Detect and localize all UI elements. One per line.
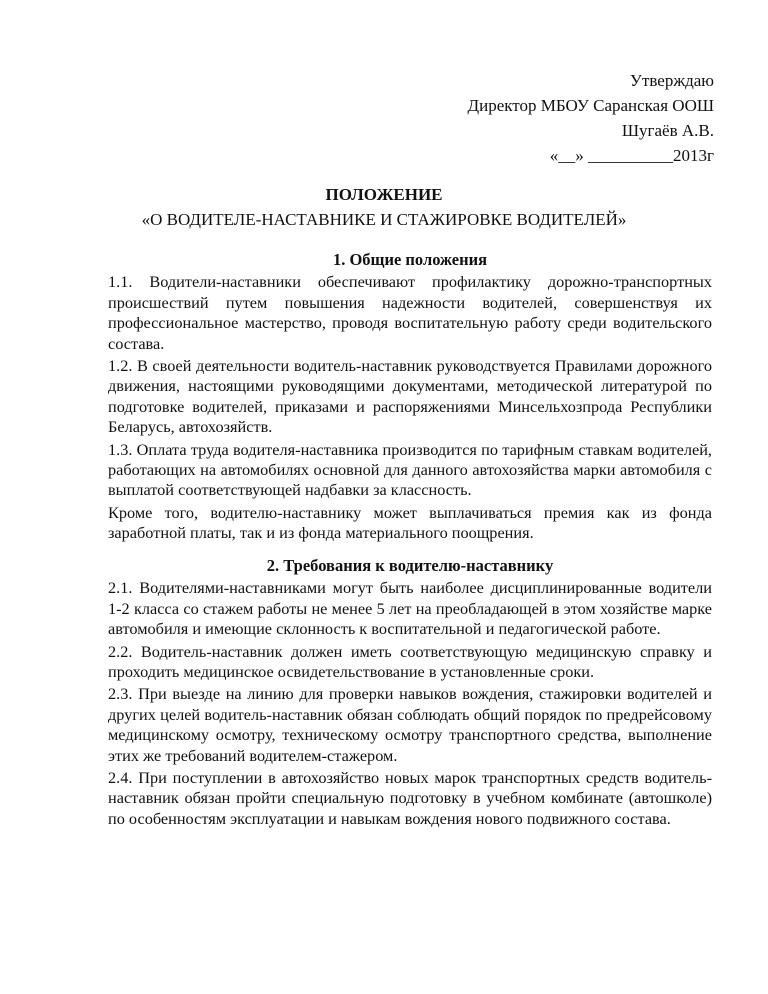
paragraph: 2.4. При поступлении в автохозяйство новых марок транспортных средств водитель-наставник обязан пройти специальную подготовку в учебном комбинате (автошколе) по особенностям эксплуатации и навыкам вождения нового подвижного состава. [108,768,712,828]
approval-line-name: Шугаёв А.В. [621,121,714,140]
section-heading: 1. Общие положения [332,250,488,269]
section-heading: 2. Требования к водителю-наставнику [266,556,554,575]
paragraph: 2.3. При выезде на линию для проверки навыков вождения, стажировки водителей и других целей водитель-наставник обязан соблюдать общий порядок по предрейсовому медицинскому осмотру, техническому осмотру транспортного средства, выполнение этих же требований водителем-стажером. [108,684,712,765]
paragraph: 2.2. Водитель-наставник должен иметь соответствующую медицинскую справку и проходить медицинское освидетельствование в установленные сроки. [108,641,712,682]
title-main: ПОЛОЖЕНИЕ [325,185,443,204]
approval-line-date: «__» __________2013г [549,146,714,165]
title-subtitle: «О ВОДИТЕЛЕ-НАСТАВНИКЕ И СТАЖИРОВКЕ ВОДИТЕЛЕЙ» [141,210,627,229]
approval-block [468,68,715,168]
approval-line-director: Директор МБОУ Саранская ООШ [467,96,714,115]
paragraph: Кроме того, водителю-наставнику может выплачиваться премия как из фонда заработной платы, так и из фонда материального поощрения. [108,502,712,543]
paragraph: 1.3. Оплата труда водителя-наставника производится по тарифным ставкам водителей, работающих на автомобилях основной для данного автохозяйства марки автомобиля с выплатой соответствующей надбавки за классность. [108,439,712,500]
approval-line-approve: Утверждаю [629,71,714,90]
paragraph: 2.1. Водителями-наставниками могут быть наиболее дисциплинированные водители 1-2 класса со стажем работы не менее 5 лет на преобладающей в этом хозяйстве марке автомобиля и имеющие склонность к воспитательной и педагогической работе. [108,578,712,639]
paragraph: 1.2. В своей деятельности водитель-наставник руководствуется Правилами дорожного движения, настоящими руководящими документами, методической литературой по подготовке водителей, приказами и распоряжениями Минсельхозпрода Республики Беларусь, автохозяйств. [108,356,712,437]
section-general-provisions [108,250,712,546]
section-mentor-requirements [108,556,712,831]
paragraph: 1.1. Водители-наставники обеспечивают профилактику дорожно-транспортных происшествий путем повышения надежности водителей, совершенствуя их профессиональное мастерство, проводя воспитательную работу среди водительского состава. [108,272,712,353]
document-title [0,182,768,232]
